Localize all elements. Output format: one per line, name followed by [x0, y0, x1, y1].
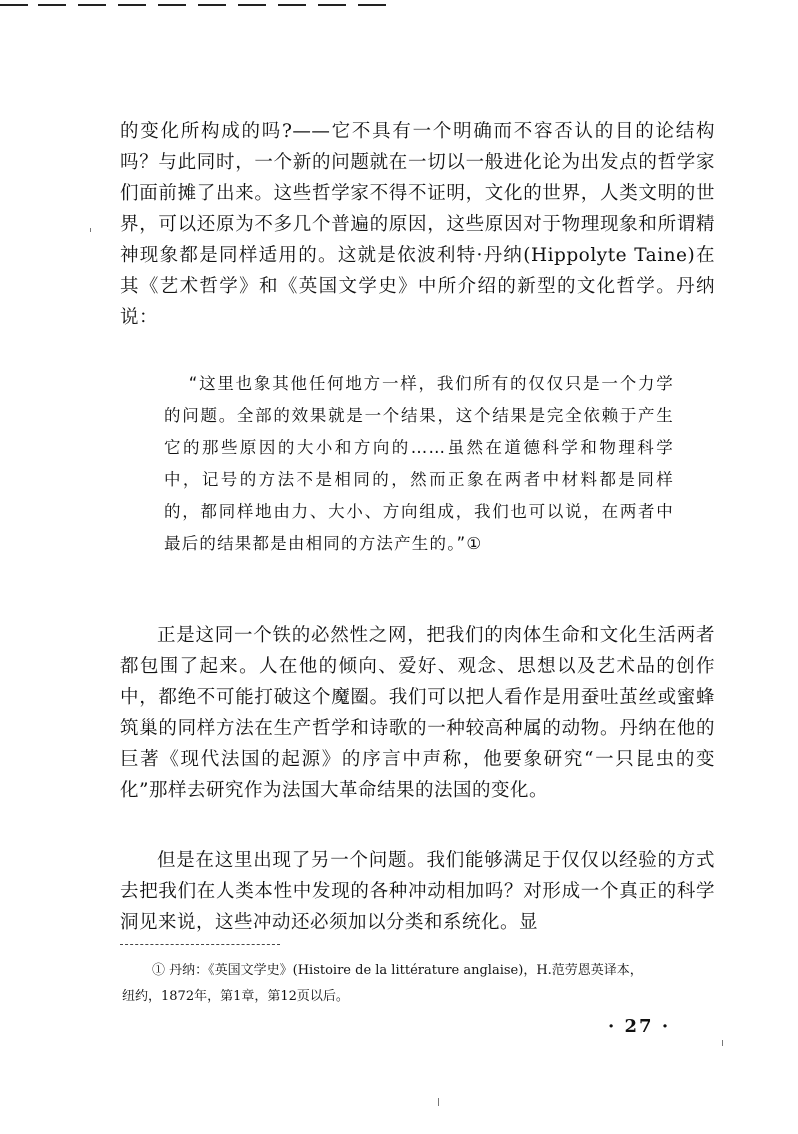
body-paragraph-3: 但是在这里出现了另一个问题。我们能够满足于仅仅以经验的方式去把我们在人类本性中发现的各种冲动相加吗？对形成一个真正的科学洞见来说，这些冲动还必须加以分类和系统化。显: [120, 850, 715, 933]
footnote-line-2: 纽约，1872年，第1章，第12页以后。: [122, 989, 349, 1004]
page-number: · 27 ·: [608, 1016, 671, 1037]
footnote: [122, 958, 722, 1010]
footnote-line-1: ① 丹纳：《英国文学史》(Histoire de la littérature anglaise)，H.范劳恩英译本，: [152, 963, 643, 978]
scan-speck: [90, 228, 91, 232]
block-quote: “这里也象其他任何地方一样，我们所有的仅仅只是一个力学的问题。全部的效果就是一个结果，这个结果是完全依赖于产生它的那些原因的大小和方向的……虽然在道德科学和物理科学中，记号的方法不是相同的，然而正象在两者中材料都是同样的，都同样地由力、大小、方向组成，我们也可以说，在两者中最后的结果都是由相同的方法产生的。”①: [164, 374, 674, 553]
body-paragraph-1: 的变化所构成的吗?——它不具有一个明确而不容否认的目的论结构吗？与此同时，一个新的问题就在一切以一般进化论为出发点的哲学家们面前摊了出来。这些哲学家不得不证明，文化的世界，人类文明的世界，可以还原为不多几个普遍的原因，这些原因对于物理现象和所谓精神现象都是同样适用的。这就是依波利特·丹纳(Hippolyte Taine)在其《艺术哲学》和《英国文学史》中所介绍的新型的文化哲学。丹纳说：: [120, 121, 715, 328]
top-edge-dashes: [0, 4, 400, 10]
body-paragraph-2: 正是这同一个铁的必然性之网，把我们的肉体生命和文化生活两者都包围了起来。人在他的倾向、爱好、观念、思想以及艺术品的创作中，都绝不可能打破这个魔圈。我们可以把人看作是用蚕吐茧丝或蜜蜂筑巢的同样方法在生产哲学和诗歌的一种较高种属的动物。丹纳在他的巨著《现代法国的起源》的序言中声称，他要象研究“一只昆虫的变化”那样去研究作为法国大革命结果的法国的变化。: [120, 625, 715, 801]
scan-speck: [722, 1040, 723, 1046]
scan-speck: [438, 1098, 439, 1106]
footnote-divider: [120, 944, 280, 946]
